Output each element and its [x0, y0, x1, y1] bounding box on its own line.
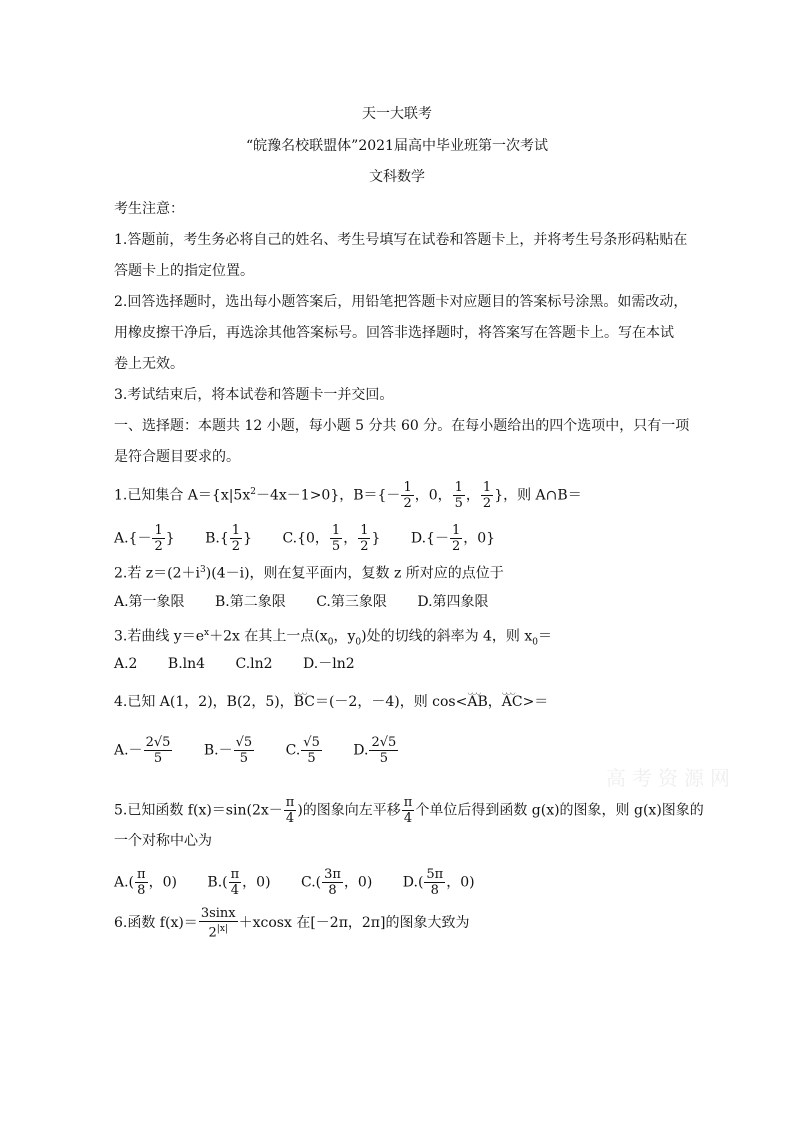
q3-stem: 3.若曲线 $y=e^x+2x$ 在其上一点($x_0$，$y_0$)处的切线的斜率为 4，则 $x_0=$ [114, 628, 553, 648]
exam-title: 天一大联考 [362, 106, 432, 122]
q5-options [114, 867, 501, 898]
q1-options [114, 523, 521, 554]
section1-line1: 一、选择题：本题共 12 小题，每小题 5 分共 60 分。在每小题给出的四个选项中，只有一项 [114, 418, 690, 434]
q4-option-b: B.－ $\frac{√5}{5}$ [203, 735, 253, 766]
q4-option-d: D. $\frac{2√5}{5}$ [353, 735, 397, 766]
notice-item2-line1: 2.回答选择题时，选出每小题答案后，用铅笔把答题卡对应题目的答案标号涂黑。如需改动， [114, 294, 688, 310]
notice-heading: 考生注意： [114, 201, 184, 217]
notice-item3: 3.考试结束后，将本试卷和答题卡一并交回。 [114, 387, 394, 403]
q5-option-d: D.( $\frac{5\pi}{8}$ ，0) [402, 867, 475, 898]
vector-ac: ◡◡◡ AC [502, 692, 523, 712]
watermark: 高考资源网 [606, 766, 736, 790]
q3-options [114, 654, 381, 674]
vector-ab: ◡◡◡ AB [467, 692, 487, 712]
q5-option-c: C.( $\frac{3\pi}{8}$ ，0) [300, 867, 373, 898]
q5-stem-line2: 一个对称中心为 [114, 833, 212, 849]
section1-line2: 是符合题目要求的。 [114, 449, 240, 465]
q2-option-d: D.第四象限 [417, 594, 489, 610]
fraction: $\frac{1}{2}$ [482, 480, 492, 511]
q4-option-a: A.－ $\frac{2√5}{5}$ [114, 735, 171, 766]
vector-bc: ◡◡◡ BC [294, 692, 315, 712]
q2-option-b: B.第二象限 [215, 594, 286, 610]
q2-options [114, 592, 515, 612]
q2-option-c: C.第三象限 [316, 594, 387, 610]
notice-item2-line2: 用橡皮擦干净后，再选涂其他答案标号。回答非选择题时，将答案写在答题卡上。写在本试 [114, 325, 674, 341]
notice-item1-line2: 答题卡上的指定位置。 [114, 263, 254, 279]
q1-option-a: A.{－ $\frac{1}{2}$ } [114, 523, 175, 554]
q3-option-d: D.－ln2 [303, 656, 355, 672]
q4-options [114, 735, 425, 766]
q4-stem: 4.已知 A(1，2)，B(2，5)，◡◡◡ BC＝(－2，－4)，则 cos<◡◡◡ AB，◡◡◡ AC>＝ [114, 692, 548, 712]
q3-option-c: C.ln2 [235, 656, 273, 672]
q5-option-b: B.( $\frac{\pi}{4}$ ，0) [207, 867, 271, 898]
fraction: $\frac{3\sin x}{2^{|x|}}$ [200, 906, 236, 941]
q5-option-a: A.( $\frac{\pi}{8}$ ，0) [114, 867, 177, 898]
fraction: $\frac{1}{5}$ [454, 480, 463, 511]
q3-option-b: B.ln4 [167, 656, 206, 672]
q1-option-c: C.{0， $\frac{1}{5}$ ， $\frac{1}{2}$ } [282, 523, 381, 554]
q5-stem: 5.已知函数 f(x)＝sin(2x－ $\frac{\pi}{4}$ )的图象向左平移 $\frac{\pi}{4}$ 个单位后得到函数 g(x)的图象，则 g(x)图象的 [114, 795, 704, 826]
exam-subject: 文科数学 [369, 169, 425, 185]
q1-option-b: B.{ $\frac{1}{2}$ } [205, 523, 252, 554]
q2-stem: 2.若 $z=(2+i^3)(4-i)$，则在复平面内，复数 z 所对应的点位于 [114, 565, 504, 582]
q2-option-a: A.第一象限 [114, 594, 185, 610]
q6-stem: 6.函数 f(x)＝ $\frac{3\sin x}{2^{|x|}}$ ＋xcosx 在[－2π，2π]的图象大致为 [114, 906, 470, 941]
notice-item1-line1: 1.答题前，考生务必将自己的姓名、考生号填写在试卷和答题卡上，并将考生号条形码粘贴在 [114, 232, 688, 248]
notice-item2-line3: 卷上无效。 [114, 356, 184, 372]
q4-option-c: C. $\frac{√5}{5}$ [285, 735, 320, 766]
q3-option-a: A.2 [114, 656, 138, 672]
exam-subtitle: “皖豫名校联盟体”2021届高中毕业班第一次考试 [246, 138, 548, 154]
q1-stem: 1.已知集合 $A=\{x|5x^2-4x-1>0\}$，B＝{－ $\frac{1}{2}$ ，0， $\frac{1}{5}$ ， $\frac{1}{2}$ }，则 A∩B＝ [114, 480, 582, 511]
fraction: $\frac{1}{2}$ [403, 480, 412, 511]
q1-option-d: D.{－ $\frac{1}{2}$ ，0} [410, 523, 496, 554]
